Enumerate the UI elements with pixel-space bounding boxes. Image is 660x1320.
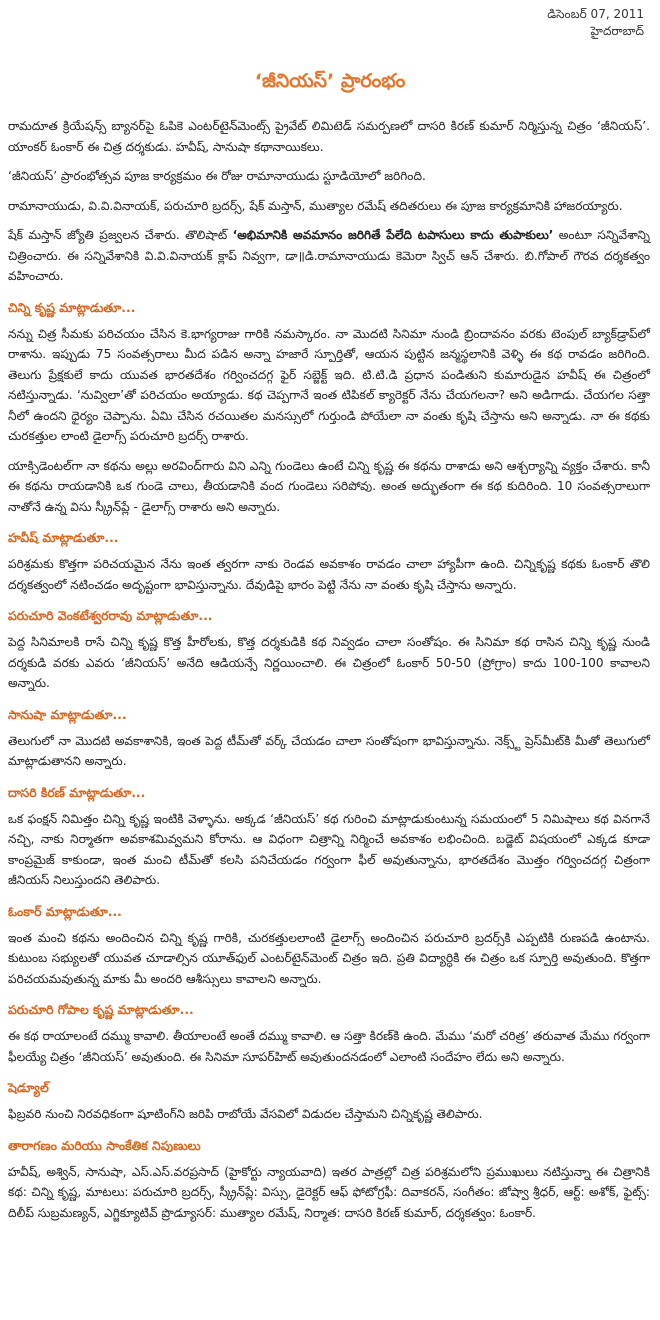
opening-shot-quote: ‘అభిమానికి అవమానం జరిగితే పేలేది టపాసులు కాదు తుపాకులు’ <box>232 228 554 242</box>
section-heading-chinni-krishna: చిన్ని కృష్ణ మాట్లాడుతూ... <box>8 299 136 315</box>
intro-paragraph-1: రామదూత క్రియేషన్స్ బ్యానర్‌పై ఓపికె ఎంటర్‌టైన్‌మెంట్స్ ప్రైవేట్ లిమిటెడ్ సమర్పణలో దాసరి కిరణ్ కుమార్ నిర్మిస్తున్న చిత్రం ‘జీనియస్’. యాంకర్ ఓంకార్ ఈ చిత్ర దర్శకుడు. హవీష్, సానుషా కథానాయికలు. <box>8 119 650 154</box>
section-heading-dasari-kiran: దాసరి కిరణ్ మాట్లాడుతూ... <box>8 784 146 800</box>
section-heading-paruchuri-gopala-krishna: పరుచూరి గోపాల కృష్ణ మాట్లాడుతూ... <box>8 1002 194 1017</box>
section-heading-paruchuri-venkateswara-rao: పరుచూరి వెంకటేశ్వరరావు మాట్లాడుతూ... <box>8 608 213 623</box>
section-heading-havish: హవీష్ మాట్లాడుతూ... <box>8 530 119 545</box>
sanusha-paragraph: తెలుగులో నా మొదటి అవకాశానికి, ఇంత పెద్ద టీమ్‌తో వర్క్ చేయడం చాలా సంతోషంగా భావిస్తున్నాను. నెక్స్ట్ ప్రెస్‌మీట్‌కి మీతో తెలుగులో మాట్లాడుతానని అన్నారు. <box>8 733 650 768</box>
article-headline: ‘జీనియస్’ ప్రారంభం <box>254 70 406 92</box>
article-location: హైదరాబాద్ <box>590 24 644 38</box>
article-date: డిసెంబర్ 07, 2011 <box>547 7 644 21</box>
dasari-kiran-paragraph: ఒక ఫంక్షన్ నిమిత్తం చిన్ని కృష్ణ ఇంటికి వెళ్ళాను. అక్కడ ‘జీనియస్’ కథ గురించి మాట్లాడుకుంటున్న సమయంలో 5 నిమిషాలు కథ వినగానే నచ్చి, నాకు నిర్మాతగా అవకాశమివ్వమని కోరాను. ఆ విధంగా చిత్రాన్ని నిర్మించే అవకాశం లభించింది. బడ్జెట్ విషయంలో ఎక్కడ కూడా కాంప్రమైజ్ కాకుండా, ఇంత మంచి టీమ్‌తో కలసి పనిచేయడం గర్వంగా ఫీల్ అవుతున్నాను, భారతదేశం మొత్తం గర్వించదగ్గ చిత్రంగా జీనియస్ నిలుస్తుందని తెలిపారు. <box>8 811 650 887</box>
intro-paragraph-3: రామానాయుడు, వి.వి.వినాయక్, పరుచూరి బ్రదర్స్, షేక్ మస్తాన్, ముత్యాల రమేష్ తదితరులు ఈ పూజ కార్యక్రమానికి హాజరయ్యారు. <box>8 198 623 213</box>
havish-paragraph: పరిశ్రమకు కొత్తగా పరిచయమైన నేను ఇంత త్వరగా నాకు రెండవ అవకాశం రావడం చాలా హ్యాపీగా ఉంది. చిన్నికృష్ణ కథకు ఓంకార్ తొలి దర్శకత్వంలో నటించడం అదృష్టంగా భావిస్తున్నాను. దేవుడిపై భారం పెట్టి నేను నా వంతు కృషి చేస్తాను అన్నారు. <box>8 557 650 592</box>
opening-text-before: షేక్ మస్తాన్ జ్యోతి ప్రజ్వలన చేశారు. తొలిషాట్ <box>8 228 233 242</box>
section-heading-schedule: షెడ్యూల్ <box>8 1080 49 1095</box>
cast-and-crew-paragraph: హవీష్, అశ్విన్, సానుషా, ఎస్.ఎస్.వరప్రసాద్ (హైకోర్టు న్యాయవాది) ఇతర పాత్రల్లో చిత్ర పరిశ్రమలోని ప్రముఖులు నటిస్తున్నా ఈ చిత్రానికి కథ: చిన్ని కృష్ణ, మాటలు: పరుచూరి బ్రదర్స్, స్క్రీన్‌ప్లే: విస్సు, డైరెక్టర్ ఆఫ్ ఫోటోగ్రఫీ: దివాకరన్, సంగీతం: జోష్వా శ్రీధర్, ఆర్ట్: అశోక్, ఫైట్స్: దిలీప్ సుబ్రమణ్యన్, ఎగ్జిక్యూటివ్ ప్రొడ్యూసర్: ముత్యాల రమేష్, నిర్మాత: దాసరి కిరణ్ కుమార్, దర్శకత్వం: ఓంకార్. <box>8 1164 650 1220</box>
paruchuri-gopala-krishna-paragraph: ఈ కథ రాయాలంటే దమ్ము కావాలి. తీయాలంటే అంతే దమ్ము కావాలి. ఆ సత్తా కిరణ్‌కి ఉంది. మేము ‘మరో చరిత్ర’ తరువాత మేము గర్వంగా ఫీలయ్యే చిత్రం ‘జీనియస్’ అవుతుంది. ఈ సినిమా సూపర్‌హిట్ అవుతుందనడంలో ఎలాంటి సందేహం లేదు అని అన్నారు. <box>8 1029 650 1064</box>
section-heading-cast-and-crew: తారాగణం మరియు సాంకేతిక నిపుణులు <box>8 1137 201 1153</box>
section-heading-sanusha: సానుషా మాట్లాడుతూ... <box>8 706 127 722</box>
intro-paragraph-2: ‘జీనియస్’ ప్రారంభోత్సవ పూజ కార్యక్రమం ఈ రోజు రామానాయుడు స్టూడియోలో జరిగింది. <box>8 169 426 183</box>
omkar-paragraph: ఇంత మంచి కథను అందించిన చిన్ని కృష్ణ గారికి, చురకత్తులలాంటి డైలాగ్స్ అందించిన పరుచూరి బ్రదర్స్‌కి ఎప్పటికి రుణపడి ఉంటాను. కుటుంబ సభ్యులతో యువత చూడాల్సిన యూత్‌ఫుల్ ఎంటర్‌టైన్‌మెంట్ చిత్రం ఇది. ప్రతి విద్యార్ధికి ఈ చిత్రం ఒక స్పూర్తి అవుతుంది. కొత్తగా పరిచయమవుతున్న మాకు మీ అందరి ఆశీస్సులు కావాలని అన్నారు. <box>8 930 650 986</box>
paruchuri-venkateswara-rao-paragraph: పెద్ద సినిమాలకి రాసే చిన్ని కృష్ణ కొత్త హీరోలకు, కొత్త దర్శకుడికి కథ నివ్వడం చాలా సంతోషం. ఈ సినిమా కథ రాసిన చిన్ని కృష్ణ నుండి దర్శకుడి వరకు ఎవరు ‘జీనియస్’ అనేది ఆడియన్సే నిర్ణయించాలి. ఈ చిత్రంలో ఓంకార్ 50-50 (ప్రోగ్రాం) కాదు 100-100 కావాలని అన్నారు. <box>8 635 650 690</box>
article-body <box>8 116 650 1232</box>
chinni-krishna-paragraph-2: యాక్సిడెంటల్‌గా నా కథను అల్లు అరవింద్‌గారు విని ఎన్ని గుండెలు ఉంటే చిన్ని కృష్ణ ఈ కథను రాశాడు అని ఆశ్చర్యాన్ని వ్యక్తం చేశారు. కానీ ఈ కథను రాయడానికి ఒక గుండె చాలు, తీయడానికి వంద గుండెలు సరిపోవు. అంత అద్భుతంగా ఈ కథ కుదిరింది. 10 సంవత్సరాలుగా నాతోనే ఉన్న విసు స్క్రీన్‌ప్లే - డైలాగ్స్ రాశారు అని అన్నారు. <box>8 458 650 514</box>
section-heading-omkar: ఓంకార్ మాట్లాడుతూ... <box>8 903 122 919</box>
article-meta <box>547 6 646 40</box>
opening-text-after: అంటూ సన్నివేశాన్ని చిత్రించారు. ఈ సన్నివేశానికి వి.వి.వినాయక్ క్లాప్ నివ్వగా, డా॥డి.రామానాయుడు కెమెరా స్విచ్ ఆన్ చేశారు. బి.గోపాల్ గౌరవ దర్శకత్వం వహించారు. <box>8 228 650 283</box>
schedule-paragraph: ఫిబ్రవరి నుంచి నిరవధికంగా షూటింగ్‌ని జరిపి రాబోయే వేసవిలో విడుదల చేస్తామని చిన్నికృష్ణ తెలిపారు. <box>8 1107 483 1121</box>
opening-shot-paragraph <box>8 225 650 287</box>
chinni-krishna-paragraph-1: నన్ను చిత్ర సీమకు పరిచయం చేసిన కె.భాగ్యరాజు గారికి నమస్కారం. నా మొదటి సినిమా నుండి బ్రిందావనం వరకు టెంపుల్ బ్యాక్‌డ్రాప్‌లో రాశాను. ఇప్పుడు 75 సంవత్సరాలు మీద పడిన అన్నా హజారే స్పూర్తితో, ఆయన పుట్టిన జన్మస్థలానికి వెళ్ళి ఈ కథ రావడం జరిగింది. తెలుగు ప్రేక్షకులే కాదు యువత భారతదేశం గర్వించదగ్గ ఫైర్ సబ్జెక్ట్ ఇది. టి.టి.డి ప్రధాన పండితుని కుమారుడైన హవీష్ ఈ చిత్రంలో నటిస్తున్నాడు. ‘నువ్విలా’తో పరిచయం అయ్యాడు. కథ చెప్పగానే ఇంత టిపికల్ క్యారెక్టర్ నేను చేయగలనా? అని అడిగాడు. చేయగల సత్తా నీలో ఉందని ధైర్యం చెప్పాను. ఏమి చేసిన రచయితల మనస్సులో గుర్తుండి పోయేలా నా వంతు కృషి చేస్తాను అని అన్నాడు. నా ఈ కథకు చురకత్తుల లాంటి డైలాగ్స్ పరుచూరి బ్రదర్స్ రాశారు. <box>8 326 650 443</box>
